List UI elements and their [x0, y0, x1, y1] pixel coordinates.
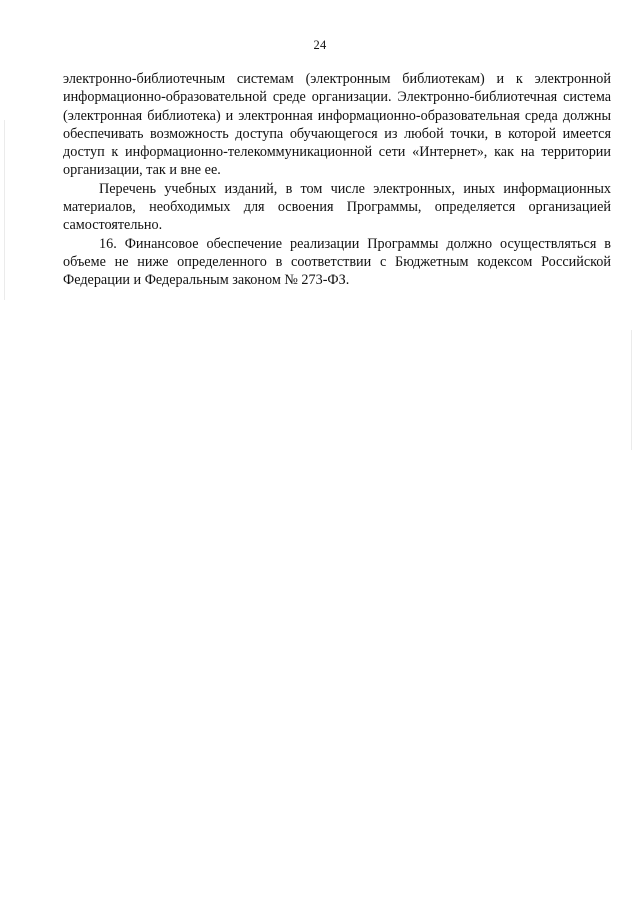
paragraph-educational-publications: Перечень учебных изданий, в том числе электронных, иных информационных материалов, необходимых для освоения Программы, определяется организацией самостоятельно. — [63, 180, 611, 234]
document-body — [63, 70, 611, 290]
page-number: 24 — [313, 38, 327, 52]
paragraph-financial-support: 16. Финансовое обеспечение реализации Программы должно осуществляться в объеме не ниже определенного в соответствии с Бюджетным кодексом Российской Федерации и Федеральным законом № 273-ФЗ. — [63, 235, 611, 289]
scan-artifact-right — [631, 330, 632, 450]
paragraph-library-access: электронно-библиотечным системам (электронным библиотекам) и к электронной информационно-образовательной среде организации. Электронно-библиотечная система (электронная библиотека) и электронная информационно-образовательная среда должны обеспечивать возможность доступа обучающегося из любой точки, в которой имеется доступ к информационно-телекоммуникационной сети «Интернет», как на территории организации, так и вне ее. — [63, 71, 611, 179]
scan-artifact-left — [4, 120, 5, 300]
